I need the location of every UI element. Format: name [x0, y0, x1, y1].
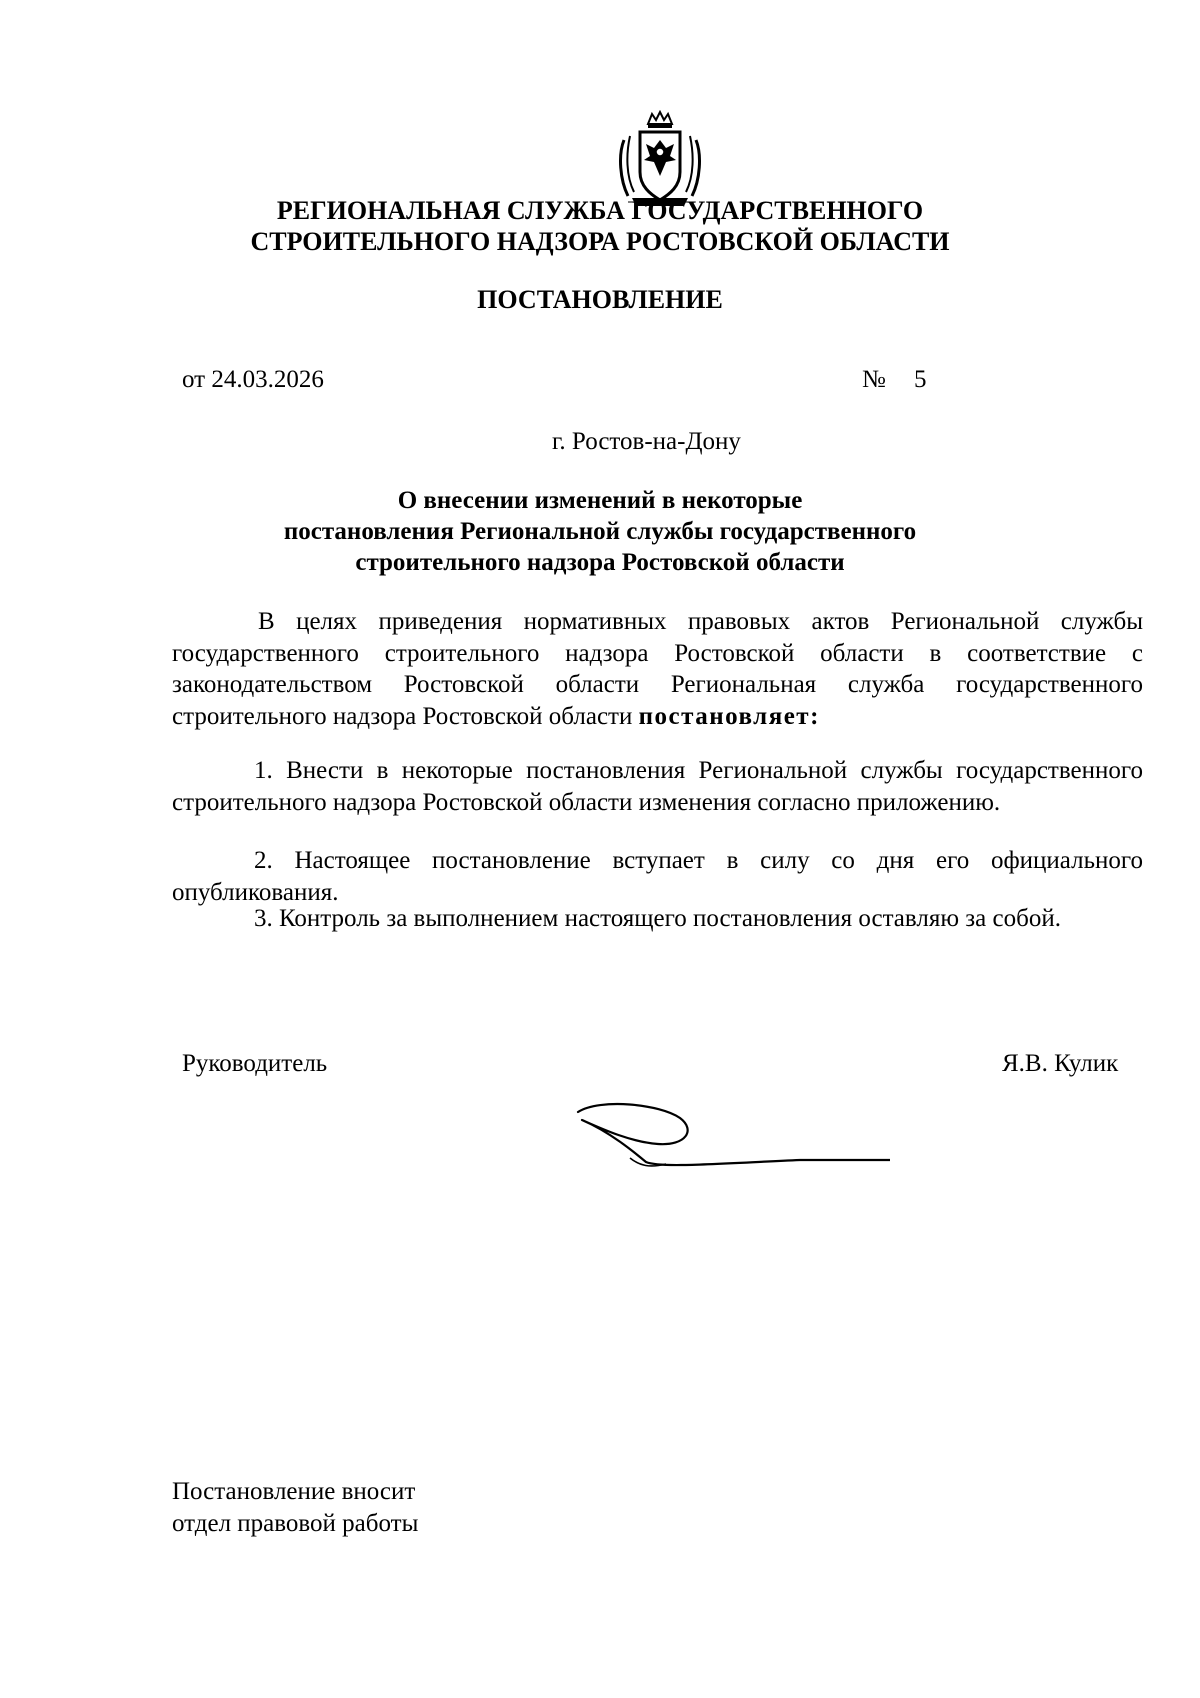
- item-2: 2. Настоящее постановление вступает в силу со дня его официального опубликования.: [172, 847, 1143, 906]
- subject-line3: строительного надзора Ростовской области: [355, 549, 845, 576]
- city: г. Ростов-на-Дону: [552, 428, 741, 455]
- document-number-label: №: [862, 366, 886, 393]
- footer-line1: Постановление вносит: [172, 1478, 416, 1505]
- document-number-value: 5: [914, 366, 927, 393]
- preamble-paragraph: [172, 606, 1143, 732]
- signatory-name: Я.В. Кулик: [1002, 1050, 1119, 1077]
- item-1: 1. Внести в некоторые постановления Региональной службы государственного строительного надзора Ростовской области изменения согласно приложению.: [172, 757, 1143, 816]
- subject-line2: постановления Региональной службы государственного: [283, 518, 917, 545]
- signatory-position: Руководитель: [182, 1050, 328, 1077]
- preamble-emphasis: постановляет:: [638, 702, 820, 730]
- document-date: от 24.03.2026: [182, 366, 324, 393]
- subject-line1: О внесении изменений в некоторые: [397, 487, 803, 514]
- document-type: ПОСТАНОВЛЕНИЕ: [477, 285, 723, 314]
- item-3: 3. Контроль за выполнением настоящего постановления оставляю за собой.: [254, 905, 1061, 932]
- org-name-line2: СТРОИТЕЛЬНОГО НАДЗОРА РОСТОВСКОЙ ОБЛАСТИ: [250, 227, 950, 256]
- preamble-text: В целях приведения нормативных правовых актов Региональной службы государственного строительного надзора Ростовской области в соответствие с законодательством Ростовской области Региональная служба государственного строительного надзора Ростовской области: [172, 608, 1143, 730]
- footer-line2: отдел правовой работы: [172, 1510, 419, 1537]
- org-name-line1: РЕГИОНАЛЬНАЯ СЛУЖБА ГОСУДАРСТВЕННОГО: [276, 196, 924, 225]
- handwritten-signature-icon: [570, 1098, 890, 1178]
